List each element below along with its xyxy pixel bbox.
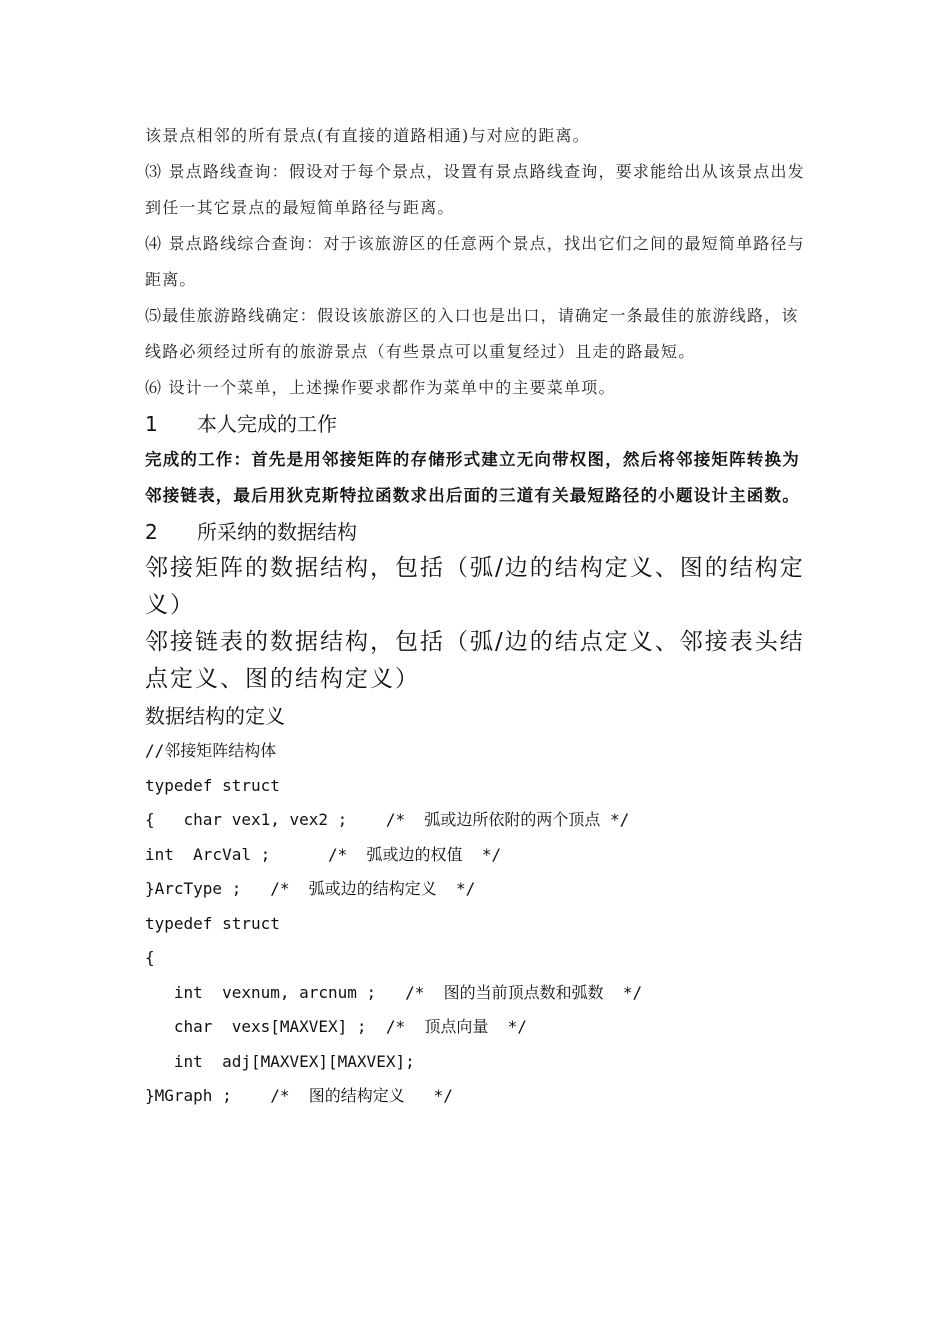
paragraph-menu: ⑹ 设计一个菜单，上述操作要求都作为菜单中的主要菜单项。 <box>145 378 616 397</box>
paragraph-best-route: ⑸最佳旅游路线确定：假设该旅游区的入口也是出口，请确定一条最佳的旅游线路，该线路必须经过所有的旅游景点（有些景点可以重复经过）且走的路最短。 <box>145 306 799 361</box>
section-2-heading <box>145 514 810 550</box>
code-line: char vexs[MAXVEX] ; /* 顶点向量 */ <box>145 1017 527 1036</box>
section-2-title: 所采纳的数据结构 <box>197 520 357 544</box>
code-line: int ArcVal ; /* 弧或边的权值 */ <box>145 844 502 864</box>
code-line: //邻接矩阵结构体 <box>145 741 277 760</box>
code-line: int adj[MAXVEX][MAXVEX]; <box>145 1051 415 1071</box>
code-line: typedef struct <box>145 913 280 933</box>
code-line: int vexnum, arcnum ; /* 图的当前顶点数和弧数 */ <box>145 982 643 1002</box>
section-1-body: 完成的工作：首先是用邻接矩阵的存储形式建立无向带权图，然后将邻接矩阵转换为邻接链表，最后用狄克斯特拉函数求出后面的三道有关最短路径的小题设计主函数。 <box>145 450 800 505</box>
section-2-number: 2 <box>145 520 158 544</box>
section-1-number: 1 <box>145 412 158 436</box>
paragraph-neighbor-distance: 该景点相邻的所有景点(有直接的道路相通)与对应的距离。 <box>145 126 590 145</box>
code-line: }MGraph ; /* 图的结构定义 */ <box>145 1086 453 1105</box>
adjacency-list-structure-line: 邻接链表的数据结构，包括（弧/边的结点定义、邻接表头结点定义、图的结构定义） <box>145 629 805 692</box>
paragraph-combined-query: ⑷ 景点路线综合查询：对于该旅游区的任意两个景点，找出它们之间的最短简单路径与距离。 <box>145 234 805 289</box>
data-structure-definition-heading: 数据结构的定义 <box>145 704 285 728</box>
code-line: { <box>145 948 155 967</box>
adjacency-matrix-structure-line: 邻接矩阵的数据结构，包括（弧/边的结构定义、图的结构定义） <box>145 555 805 618</box>
section-1-title: 本人完成的工作 <box>197 412 337 436</box>
code-block <box>145 734 810 1114</box>
code-line: typedef struct <box>145 775 280 795</box>
code-line: { char vex1, vex2 ; /* 弧或边所依附的两个顶点 */ <box>145 810 630 829</box>
code-line: }ArcType ; /* 弧或边的结构定义 */ <box>145 879 476 898</box>
document-page <box>145 118 810 1114</box>
paragraph-route-query: ⑶ 景点路线查询：假设对于每个景点，设置有景点路线查询，要求能给出从该景点出发到任一其它景点的最短简单路径与距离。 <box>145 162 805 217</box>
section-1-heading <box>145 406 810 442</box>
